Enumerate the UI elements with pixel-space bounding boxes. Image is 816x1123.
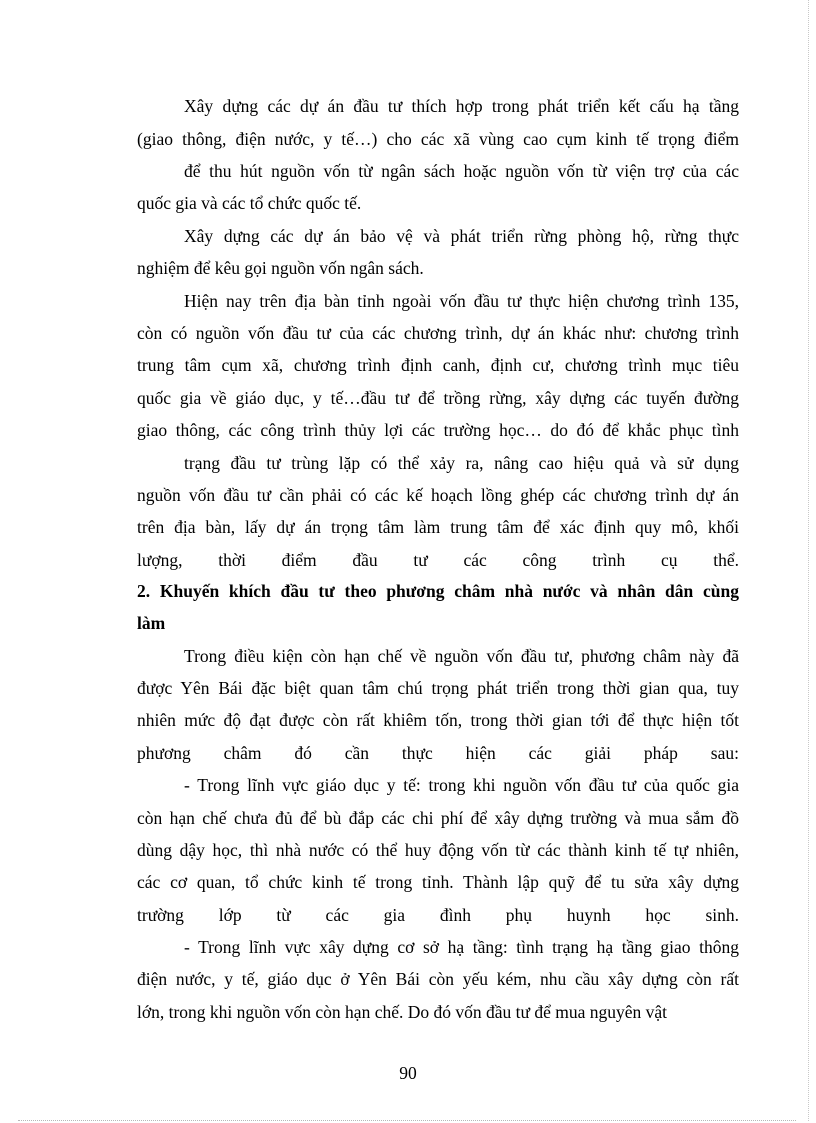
page-border-bottom — [18, 1120, 796, 1121]
text-line: quốc gia về giáo dục, y tế…đầu tư để trồng rừng, xây dựng các tuyến đường — [137, 388, 739, 408]
text-line: giao thông, các công trình thủy lợi các trường học… do đó để khắc phục tình — [137, 420, 739, 440]
text-line: trên địa bàn, lấy dự án trọng tâm làm trung tâm để xác định quy mô, khối — [137, 517, 739, 537]
text-line: - Trong lĩnh vực giáo dục y tế: trong khi nguồn vốn đầu tư của quốc gia — [184, 775, 739, 795]
section-heading: 2. Khuyến khích đầu tư theo phương châm nhà nước và nhân dân cùng — [137, 581, 739, 601]
text-line: phương châm đó cần thực hiện các giải pháp sau: — [137, 743, 739, 763]
text-line: trung tâm cụm xã, chương trình định canh, định cư, chương trình mục tiêu — [137, 355, 739, 375]
text-line: được Yên Bái đặc biệt quan tâm chú trọng phát triển trong thời gian qua, tuy — [137, 678, 739, 698]
text-line: dùng dậy học, thì nhà nước có thể huy động vốn từ các thành kinh tế tự nhiên, — [137, 840, 739, 860]
text-line: nhiên mức độ đạt được còn rất khiêm tốn, trong thời gian tới để thực hiện tốt — [137, 710, 739, 730]
page-number: 90 — [399, 1063, 417, 1083]
text-line: nguồn vốn đầu tư cần phải có các kế hoạch lồng ghép các chương trình dự án — [137, 485, 739, 505]
text-line: còn hạn chế chưa đủ để bù đắp các chi phí để xây dựng trường và mua sắm đồ — [137, 808, 739, 828]
text-line: lớn, trong khi nguồn vốn còn hạn chế. Do đó vốn đầu tư để mua nguyên vật — [137, 1002, 668, 1022]
text-line: Hiện nay trên địa bàn tỉnh ngoài vốn đầu tư thực hiện chương trình 135, — [184, 291, 739, 311]
page-border-right — [808, 0, 809, 1121]
text-line: điện nước, y tế, giáo dục ở Yên Bái còn yếu kém, nhu cầu xây dựng còn rất — [137, 969, 739, 989]
text-line: (giao thông, điện nước, y tế…) cho các xã vùng cao cụm kinh tế trọng điểm — [137, 129, 739, 149]
section-heading-continuation: làm — [137, 613, 166, 633]
text-line: - Trong lĩnh vực xây dựng cơ sở hạ tầng: tình trạng hạ tầng giao thông — [184, 937, 739, 957]
text-line: nghiệm để kêu gọi nguồn vốn ngân sách. — [137, 258, 424, 278]
text-line: lượng, thời điểm đầu tư các công trình cụ thể. — [137, 550, 739, 570]
text-line: còn có nguồn vốn đầu tư của các chương trình, dự án khác như: chương trình — [137, 323, 739, 343]
text-line: để thu hút nguồn vốn từ ngân sách hoặc nguồn vốn từ viện trợ của các — [184, 161, 739, 181]
text-line: quốc gia và các tổ chức quốc tế. — [137, 193, 362, 213]
text-line: Xây dựng các dự án bảo vệ và phát triển rừng phòng hộ, rừng thực — [184, 226, 739, 246]
text-line: trường lớp từ các gia đình phụ huynh học sinh. — [137, 905, 739, 925]
text-line: trạng đầu tư trùng lặp có thể xảy ra, nâng cao hiệu quả và sử dụng — [184, 453, 739, 473]
text-line: Trong điều kiện còn hạn chế về nguồn vốn đầu tư, phương châm này đã — [184, 646, 739, 666]
text-line: các cơ quan, tổ chức kinh tế trong tỉnh. Thành lập quỹ để tu sửa xây dựng — [137, 872, 739, 892]
text-line: Xây dựng các dự án đầu tư thích hợp trong phát triển kết cấu hạ tầng — [184, 96, 739, 116]
